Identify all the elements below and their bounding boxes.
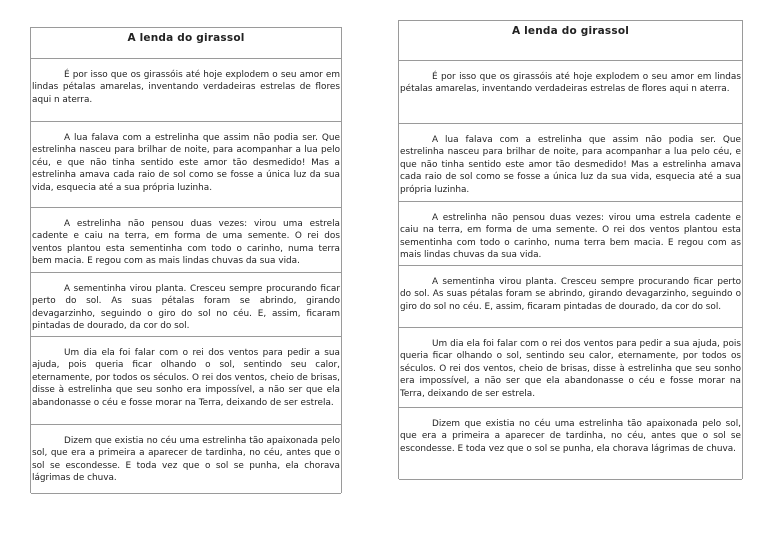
left-paragraph-2 [31,122,341,208]
left-paragraph-6-text: Dizem que existia no céu uma estrelinha tão apaixonada pelo sol, que era a primeira a aparecer de tardinha, no céu, antes que o sol se escondesse. E toda vez que o sol se punha, ela chorava lágrimas de chuva. [32,436,340,484]
left-paragraph-2-text: A lua falava com a estrelinha que assim não podia ser. Que estrelinha nasceu para brilhar de noite, para acompanhar a lua pelo céu, e que não tinha sentido este amor tão desmedido! Mas a estrelinha amava cada raio de sol como se fosse a única luz da sua vida, esquecia até a sua própria luzinha. [32,133,340,193]
right-paragraph-4 [399,266,742,328]
left-title: A lenda do girassol [31,28,341,59]
right-paragraph-6 [399,408,742,480]
right-paragraph-5 [399,328,742,408]
left-paragraph-4 [31,273,341,337]
left-paragraph-3 [31,208,341,273]
right-paragraph-3 [399,202,742,266]
right-paragraph-5-text: Um dia ela foi falar com o rei dos ventos para pedir a sua ajuda, pois queria ficar olhando o sol, sentindo seu calor, eternamente, por todos os séculos. O rei dos ventos, cheio de brisas, disse à estrelinha que seu sonho era impossível, a não ser que ela abandonasse o céu e fosse morar na Terra, deixando de ser estrela. [400,339,741,399]
right-paragraph-4-text: A sementinha virou planta. Cresceu sempre procurando ficar perto do sol. As suas pétalas foram se abrindo, girando devagarzinho, seguindo o giro do sol no céu. E, assim, ficaram pintadas de dourado, da cor do sol. [400,277,741,312]
right-paragraph-3-text: A estrelinha não pensou duas vezes: virou uma estrela cadente e caiu na terra, em forma de uma semente. O rei dos ventos plantou esta sementinha com todo o carinho, numa terra bem macia. E regou com as mais lindas chuvas da sua vida. [400,213,741,261]
right-paragraph-1 [399,61,742,124]
left-paragraph-3-text: A estrelinha não pensou duas vezes: virou uma estrela cadente e caiu na terra, em forma de uma semente. O rei dos ventos plantou esta sementinha com todo o carinho, numa terra bem macia. E regou com as mais lindas chuvas da sua vida. [32,219,340,267]
left-paragraph-4-text: A sementinha virou planta. Cresceu sempre procurando ficar perto do sol. As suas pétalas foram se abrindo, girando devagarzinho, seguindo o giro do sol no céu. E, assim, ficaram pintadas de dourado, da cor do sol. [32,284,340,332]
left-paragraph-5-text: Um dia ela foi falar com o rei dos ventos para pedir a sua ajuda, pois queria ficar olhando o sol, sentindo seu calor, eternamente, por todos os séculos. O rei dos ventos, cheio de brisas, disse à estrelinha que seu sonho era impossível, a não ser que ela abandonasse o céu e fosse morar na Terra, deixando de ser estrela. [32,348,340,408]
left-paragraph-1-text: É por isso que os girassóis até hoje explodem o seu amor em lindas pétalas amarelas, inventando verdadeiras estrelas de flores aqui n aterra. [32,70,340,105]
right-paragraph-6-text: Dizem que existia no céu uma estrelinha tão apaixonada pelo sol, que era a primeira a aparecer de tardinha, no céu, antes que o sol se escondesse. E toda vez que o sol se punha, ela chorava lágrimas de chuva. [400,419,741,454]
left-paragraph-5 [31,337,341,425]
right-paragraph-2-text: A lua falava com a estrelinha que assim não podia ser. Que estrelinha nasceu para brilhar de noite, para acompanhar a lua pelo céu, e que não tinha sentido este amor tão desmedido! Mas a estrelinha amava cada raio de sol como se fosse a única luz da sua vida, esquecia até a sua própria luzinha. [400,135,741,195]
right-paragraph-1-text: É por isso que os girassóis até hoje explodem o seu amor em lindas pétalas amarelas, inventando verdadeiras estrelas de flores aqui n aterra. [400,72,741,95]
left-column [30,27,342,493]
right-paragraph-2 [399,124,742,202]
left-paragraph-6 [31,425,341,494]
right-column [398,20,743,479]
left-paragraph-1 [31,59,341,122]
right-title: A lenda do girassol [399,21,742,61]
